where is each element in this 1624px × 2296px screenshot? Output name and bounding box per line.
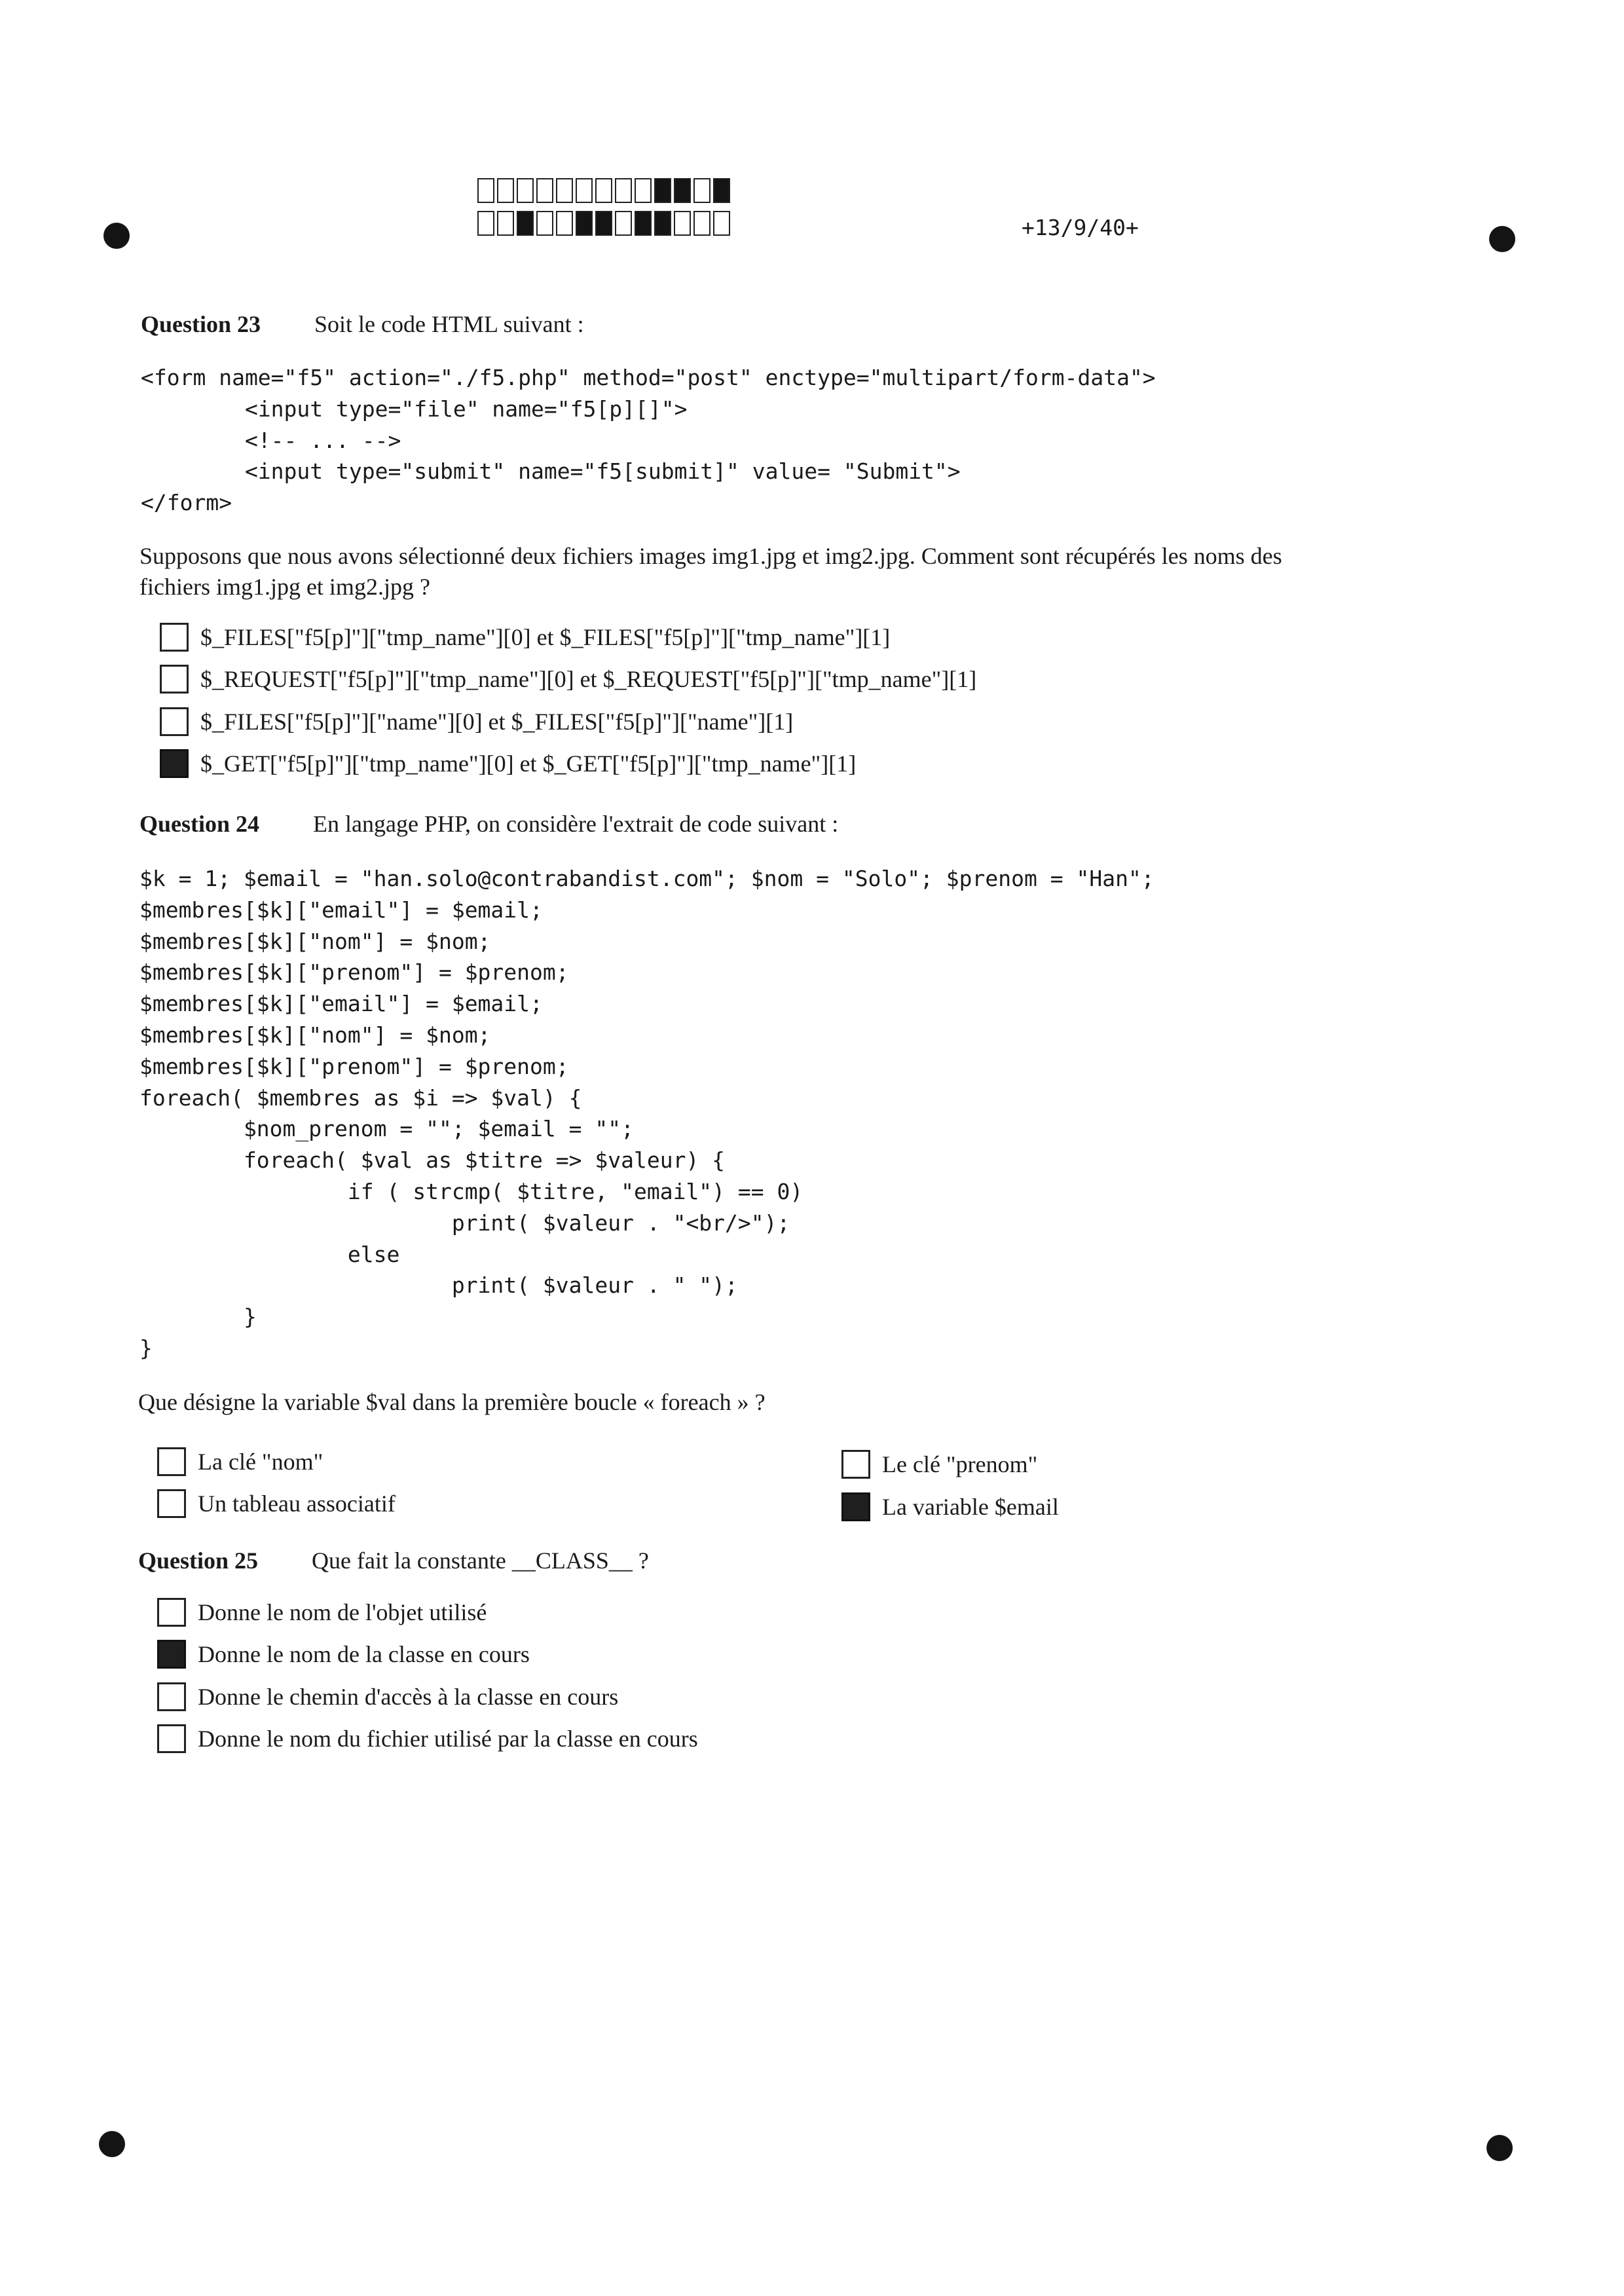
question-25-header bbox=[138, 1547, 649, 1574]
barcode-row bbox=[477, 211, 733, 236]
answer-checkbox[interactable] bbox=[157, 1447, 186, 1476]
barcode-cell bbox=[477, 211, 494, 236]
code-line: <form name="f5" action="./f5.php" method="post" enctype="multipart/form-data"> bbox=[141, 365, 1156, 390]
answer-text: Donne le chemin d'accès à la classe en cours bbox=[198, 1684, 619, 1710]
answer-text: Le clé "prenom" bbox=[882, 1451, 1038, 1477]
answer-option[interactable] bbox=[157, 1724, 698, 1753]
answer-text: Donne le nom de l'objet utilisé bbox=[198, 1599, 487, 1625]
barcode-cell bbox=[497, 178, 514, 203]
answer-option[interactable] bbox=[157, 1447, 323, 1476]
answer-option[interactable] bbox=[157, 1489, 396, 1518]
answer-text: Donne le nom de la classe en cours bbox=[198, 1641, 530, 1667]
answer-text: $_REQUEST["f5[p]"]["tmp_name"][0] et $_REQUEST["f5[p]"]["tmp_name"][1] bbox=[200, 666, 977, 692]
barcode-cell bbox=[556, 211, 573, 236]
question-label: Question 23 bbox=[141, 311, 261, 337]
answer-checkbox[interactable] bbox=[160, 749, 189, 778]
answer-text: La clé "nom" bbox=[198, 1449, 323, 1475]
barcode-cell bbox=[536, 178, 553, 203]
registration-mark-bottom-left bbox=[99, 2131, 125, 2157]
question-prompt: En langage PHP, on considère l'extrait de code suivant : bbox=[313, 811, 839, 837]
barcode-row bbox=[477, 178, 733, 203]
answer-checkbox[interactable] bbox=[160, 707, 189, 736]
barcode-cell bbox=[595, 211, 612, 236]
answer-checkbox[interactable] bbox=[157, 1724, 186, 1753]
answer-text: $_FILES["f5[p]"]["name"][0] et $_FILES["f5[p]"]["name"][1] bbox=[200, 709, 794, 735]
barcode-cell bbox=[517, 178, 534, 203]
question-label: Question 25 bbox=[138, 1547, 259, 1574]
answer-checkbox[interactable] bbox=[157, 1489, 186, 1518]
question-label: Question 24 bbox=[139, 811, 260, 837]
code-line: </form> bbox=[141, 490, 232, 516]
barcode-cell bbox=[576, 178, 593, 203]
answer-option[interactable] bbox=[157, 1598, 487, 1627]
barcode-cell bbox=[713, 211, 730, 236]
code-line: <!-- ... --> bbox=[141, 427, 401, 453]
code-line: foreach( $val as $titre => $valeur) { bbox=[139, 1147, 726, 1174]
registration-mark-top-right bbox=[1489, 226, 1515, 252]
answer-option[interactable] bbox=[157, 1640, 530, 1669]
registration-mark-bottom-right bbox=[1486, 2135, 1513, 2161]
question-24-header bbox=[139, 810, 838, 838]
question-23-text bbox=[139, 541, 1282, 602]
answer-checkbox[interactable] bbox=[157, 1640, 186, 1669]
barcode-cell bbox=[536, 211, 553, 236]
barcode-cell bbox=[654, 178, 671, 203]
barcode-cell bbox=[615, 211, 632, 236]
question-24-code bbox=[139, 863, 1154, 1364]
barcode-cell bbox=[654, 211, 671, 236]
code-line: <input type="file" name="f5[p][]"> bbox=[141, 396, 688, 422]
page-id: +13/9/40+ bbox=[1022, 215, 1139, 240]
answer-text: La variable $email bbox=[882, 1494, 1059, 1520]
code-line: } bbox=[139, 1335, 153, 1361]
answer-option[interactable] bbox=[841, 1450, 1037, 1479]
answer-text: $_GET["f5[p]"]["tmp_name"][0] et $_GET["f5[p]"]["tmp_name"][1] bbox=[200, 750, 857, 777]
barcode-cell bbox=[674, 211, 691, 236]
answer-option[interactable] bbox=[160, 623, 890, 652]
answer-checkbox[interactable] bbox=[160, 665, 189, 694]
answer-checkbox[interactable] bbox=[160, 623, 189, 652]
code-line: if ( strcmp( $titre, "email") == 0) bbox=[139, 1178, 803, 1204]
barcode-cell bbox=[576, 211, 593, 236]
code-line: $membres[$k]["nom"] = $nom; bbox=[139, 1022, 491, 1048]
question-23-header bbox=[141, 310, 584, 338]
barcode-cell bbox=[635, 211, 652, 236]
code-line: $nom_prenom = ""; $email = ""; bbox=[139, 1116, 634, 1142]
code-line: $membres[$k]["prenom"] = $prenom; bbox=[139, 959, 569, 986]
code-line: } bbox=[139, 1304, 257, 1330]
code-line: $membres[$k]["nom"] = $nom; bbox=[139, 928, 491, 954]
answer-text: Donne le nom du fichier utilisé par la classe en cours bbox=[198, 1726, 698, 1752]
question-23-code bbox=[141, 362, 1156, 519]
barcode-cell bbox=[713, 178, 730, 203]
answer-option[interactable] bbox=[160, 749, 856, 778]
barcode-cell bbox=[595, 178, 612, 203]
question-prompt: Soit le code HTML suivant : bbox=[314, 311, 584, 337]
barcode-cell bbox=[517, 211, 534, 236]
barcode-cell bbox=[674, 178, 691, 203]
code-line: else bbox=[139, 1241, 400, 1267]
barcode-cell bbox=[497, 211, 514, 236]
code-line: foreach( $membres as $i => $val) { bbox=[139, 1084, 582, 1111]
code-line: $membres[$k]["prenom"] = $prenom; bbox=[139, 1053, 569, 1079]
barcode-cell bbox=[556, 178, 573, 203]
question-text-line: fichiers img1.jpg et img2.jpg ? bbox=[139, 574, 430, 600]
answer-option[interactable] bbox=[160, 707, 793, 736]
answer-text: $_FILES["f5[p]"]["tmp_name"][0] et $_FILES["f5[p]"]["tmp_name"][1] bbox=[200, 624, 891, 650]
question-text-line: Supposons que nous avons sélectionné deux fichiers images img1.jpg et img2.jpg. Comment sont récupérés les noms des bbox=[139, 543, 1282, 569]
code-line: $k = 1; $email = "han.solo@contrabandist.com"; $nom = "Solo"; $prenom = "Han"; bbox=[139, 866, 1154, 891]
answer-option[interactable] bbox=[157, 1682, 618, 1711]
answer-checkbox[interactable] bbox=[841, 1492, 870, 1521]
code-line: $membres[$k]["email"] = $email; bbox=[139, 897, 543, 923]
code-line: print( $valeur . " "); bbox=[139, 1272, 738, 1299]
code-line: <input type="submit" name="f5[submit]" value= "Submit"> bbox=[141, 458, 961, 485]
barcode-cell bbox=[477, 178, 494, 203]
answer-option[interactable] bbox=[841, 1492, 1059, 1521]
answer-checkbox[interactable] bbox=[841, 1450, 870, 1479]
question-24-text: Que désigne la variable $val dans la première boucle « foreach » ? bbox=[138, 1389, 766, 1415]
barcode-cell bbox=[693, 211, 710, 236]
answer-checkbox[interactable] bbox=[157, 1598, 186, 1627]
answer-option[interactable] bbox=[160, 665, 976, 694]
page-barcode bbox=[477, 178, 733, 244]
question-prompt: Que fait la constante __CLASS__ ? bbox=[312, 1547, 649, 1574]
barcode-cell bbox=[693, 178, 710, 203]
code-line: $membres[$k]["email"] = $email; bbox=[139, 991, 543, 1017]
answer-checkbox[interactable] bbox=[157, 1682, 186, 1711]
registration-mark-top-left bbox=[103, 223, 130, 249]
code-line: print( $valeur . "<br/>"); bbox=[139, 1210, 790, 1236]
barcode-cell bbox=[615, 178, 632, 203]
answer-text: Un tableau associatif bbox=[198, 1491, 396, 1517]
barcode-cell bbox=[635, 178, 652, 203]
